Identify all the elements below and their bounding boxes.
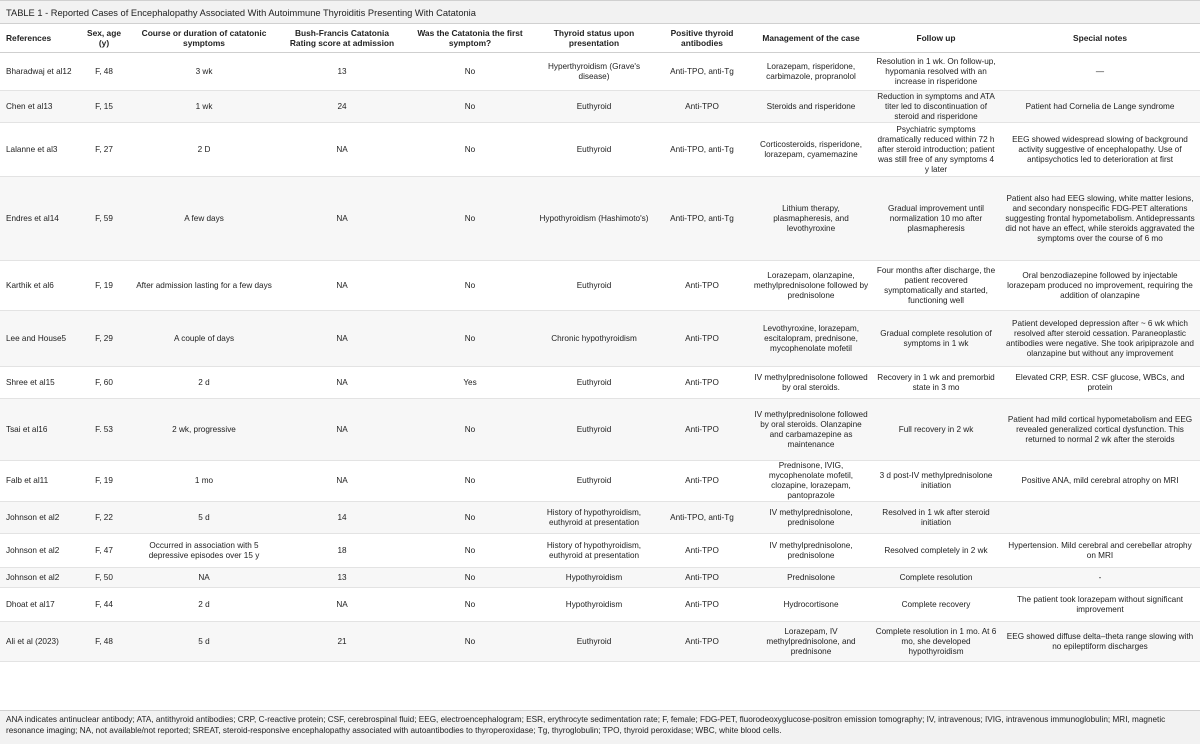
table-cell: Johnson et al2	[0, 534, 78, 568]
table-row	[0, 502, 1200, 534]
table-cell: Anti-TPO	[654, 367, 750, 399]
table-cell: Full recovery in 2 wk	[872, 399, 1000, 461]
table-cell: No	[406, 461, 534, 502]
table-cell: 1 mo	[130, 461, 278, 502]
table-cell: No	[406, 568, 534, 588]
column-header: References	[0, 24, 78, 53]
table-cell: NA	[278, 123, 406, 177]
table-cell: F, 19	[78, 261, 130, 311]
table-cell: Occurred in association with 5 depressive episodes over 15 y	[130, 534, 278, 568]
table-cell: Anti-TPO	[654, 399, 750, 461]
table-cell: Patient also had EEG slowing, white matter lesions, and secondary nonspecific FDG-PET alterations suggesting frontal hypometabolism. Antidepressants did not have an effect, while steroids aggravated the symptoms over the course of 6 mo	[1000, 177, 1200, 261]
column-header: Thyroid status upon presentation	[534, 24, 654, 53]
column-header: Management of the case	[750, 24, 872, 53]
table-cell: Hypothyroidism (Hashimoto's)	[534, 177, 654, 261]
table-cell: Lorazepam, IV methylprednisolone, and prednisone	[750, 622, 872, 662]
table-row	[0, 177, 1200, 261]
table-cell: Anti-TPO	[654, 91, 750, 123]
table-cell: Psychiatric symptoms dramatically reduced within 72 h after steroid introduction; patient was still free of any symptoms 4 y later	[872, 123, 1000, 177]
table-cell: Lee and House5	[0, 311, 78, 367]
table-cell: No	[406, 588, 534, 622]
table-cell: Dhoat et al17	[0, 588, 78, 622]
table-cell: Ali et al (2023)	[0, 622, 78, 662]
table-cell: F, 50	[78, 568, 130, 588]
table-row	[0, 123, 1200, 177]
table-cell: Johnson et al2	[0, 502, 78, 534]
table-cell: EEG showed diffuse delta–theta range slowing with no epileptiform discharges	[1000, 622, 1200, 662]
table-cell: Anti-TPO	[654, 261, 750, 311]
table-cell: Complete resolution in 1 mo. At 6 mo, she developed hypothyroidism	[872, 622, 1000, 662]
table-cell: F, 44	[78, 588, 130, 622]
table-cell: 3 d post-IV methylprednisolone initiation	[872, 461, 1000, 502]
table-cell: No	[406, 177, 534, 261]
table-cell: Complete resolution	[872, 568, 1000, 588]
table-cell: 2 wk, progressive	[130, 399, 278, 461]
table-cell: Shree et al15	[0, 367, 78, 399]
table-cell: IV methylprednisolone followed by oral steroids. Olanzapine and carbamazepine as maintenance	[750, 399, 872, 461]
table-cell: F. 53	[78, 399, 130, 461]
table-cell: 2 d	[130, 367, 278, 399]
table-row	[0, 568, 1200, 588]
table-cell: Steroids and risperidone	[750, 91, 872, 123]
table-row	[0, 622, 1200, 662]
table-cell: Gradual complete resolution of symptoms in 1 wk	[872, 311, 1000, 367]
table-cell: Lorazepam, risperidone, carbimazole, propranolol	[750, 53, 872, 91]
table-body	[0, 53, 1200, 662]
table-cell: A couple of days	[130, 311, 278, 367]
table-cell: F, 60	[78, 367, 130, 399]
table-cell: Euthyroid	[534, 367, 654, 399]
table-cell: Euthyroid	[534, 261, 654, 311]
table-cell: Anti-TPO, anti-Tg	[654, 53, 750, 91]
table-cell: Endres et al14	[0, 177, 78, 261]
table-cell: Karthik et al6	[0, 261, 78, 311]
table-row	[0, 461, 1200, 502]
table-cell: Anti-TPO	[654, 534, 750, 568]
table-cell	[1000, 502, 1200, 534]
table-cell: 18	[278, 534, 406, 568]
table-row	[0, 367, 1200, 399]
column-header: Special notes	[1000, 24, 1200, 53]
table-cell: Euthyroid	[534, 461, 654, 502]
table-cell: No	[406, 261, 534, 311]
table-cell: Lithium therapy, plasmapheresis, and levothyroxine	[750, 177, 872, 261]
table-cell: -	[1000, 568, 1200, 588]
column-header: Follow up	[872, 24, 1000, 53]
table-cell: Patient had Cornelia de Lange syndrome	[1000, 91, 1200, 123]
table-cell: Euthyroid	[534, 123, 654, 177]
table-cell: IV methylprednisolone followed by oral steroids.	[750, 367, 872, 399]
table-cell: Anti-TPO, anti-Tg	[654, 123, 750, 177]
table-cell: EEG showed widespread slowing of background activity suggestive of encephalopathy. Use of antipsychotics led to deterioration at first	[1000, 123, 1200, 177]
table-cell: NA	[278, 461, 406, 502]
table-cell: Anti-TPO	[654, 461, 750, 502]
table-cell: 5 d	[130, 622, 278, 662]
table-cell: 14	[278, 502, 406, 534]
table-cell: Lorazepam, olanzapine, methylprednisolone followed by prednisolone	[750, 261, 872, 311]
table-cell: Recovery in 1 wk and premorbid state in 3 mo	[872, 367, 1000, 399]
table-cell: Reduction in symptoms and ATA titer led to discontinuation of steroid and risperidone	[872, 91, 1000, 123]
table-cell: Chronic hypothyroidism	[534, 311, 654, 367]
table-cell: Johnson et al2	[0, 568, 78, 588]
column-header: Positive thyroid antibodies	[654, 24, 750, 53]
table-cell: 1 wk	[130, 91, 278, 123]
table-cell: F, 59	[78, 177, 130, 261]
table-cell: Bharadwaj et al12	[0, 53, 78, 91]
table-cell: 24	[278, 91, 406, 123]
table-cell: No	[406, 399, 534, 461]
table-row	[0, 53, 1200, 91]
table-cell: F, 48	[78, 53, 130, 91]
case-table	[0, 24, 1200, 662]
table-cell: Elevated CRP, ESR. CSF glucose, WBCs, and protein	[1000, 367, 1200, 399]
table-cell: F, 47	[78, 534, 130, 568]
table-cell: NA	[278, 367, 406, 399]
column-header: Course or duration of catatonic symptoms	[130, 24, 278, 53]
table-cell: F, 15	[78, 91, 130, 123]
table-cell: F, 19	[78, 461, 130, 502]
table-cell: Yes	[406, 367, 534, 399]
table-cell: No	[406, 311, 534, 367]
table-cell: Hypothyroidism	[534, 568, 654, 588]
table-cell: Positive ANA, mild cerebral atrophy on MRI	[1000, 461, 1200, 502]
table-cell: Hypertension. Mild cerebral and cerebellar atrophy on MRI	[1000, 534, 1200, 568]
table-cell: Euthyroid	[534, 91, 654, 123]
table-cell: No	[406, 622, 534, 662]
table-cell: 3 wk	[130, 53, 278, 91]
table-cell: NA	[278, 588, 406, 622]
table-cell: Resolved in 1 wk after steroid initiation	[872, 502, 1000, 534]
table-cell: Falb et al11	[0, 461, 78, 502]
table-cell: Lalanne et al3	[0, 123, 78, 177]
table-cell: Anti-TPO, anti-Tg	[654, 177, 750, 261]
table-row	[0, 91, 1200, 123]
table-cell: NA	[278, 399, 406, 461]
table-cell: Oral benzodiazepine followed by injectable lorazepam produced no improvement, requiring the addition of olanzapine	[1000, 261, 1200, 311]
table-caption: TABLE 1 - Reported Cases of Encephalopathy Associated With Autoimmune Thyroiditis Presenting With Catatonia	[0, 0, 1200, 24]
column-header: Was the Catatonia the first symptom?	[406, 24, 534, 53]
table-cell: NA	[278, 177, 406, 261]
table-cell: Four months after discharge, the patient recovered symptomatically and started, functioning well	[872, 261, 1000, 311]
table-cell: Gradual improvement until normalization 10 mo after plasmapheresis	[872, 177, 1000, 261]
table-row	[0, 399, 1200, 461]
table-cell: Hypothyroidism	[534, 588, 654, 622]
table-cell: Hyperthyroidism (Grave's disease)	[534, 53, 654, 91]
table-cell: Euthyroid	[534, 399, 654, 461]
table-cell: Prednisolone	[750, 568, 872, 588]
table-cell: The patient took lorazepam without significant improvement	[1000, 588, 1200, 622]
table-cell: History of hypothyroidism, euthyroid at presentation	[534, 502, 654, 534]
table-cell: NA	[130, 568, 278, 588]
table-row	[0, 261, 1200, 311]
table-cell: 21	[278, 622, 406, 662]
table-cell: Anti-TPO	[654, 311, 750, 367]
table-footnote: ANA indicates antinuclear antibody; ATA, antithyroid antibodies; CRP, C-reactive protein; CSF, cerebrospinal fluid; EEG, electroencephalogram; ESR, erythrocyte sedimentation rate; F, female; FDG-PET, fluorodeoxyglucose-positron emission tomography; IV, intravenous; IVIG, intravenous immunoglobulin; MRI, magnetic resonance imaging; NA, not available/not reported; SREAT, steroid-responsive encephalopathy associated with autoantibodies to thyroperoxidase; Tg, thyroglobulin; TPO, thyroid peroxidase; WBC, white blood cells.	[0, 710, 1200, 744]
table-cell: NA	[278, 311, 406, 367]
table-cell: 2 d	[130, 588, 278, 622]
table-cell: NA	[278, 261, 406, 311]
table-cell: F, 27	[78, 123, 130, 177]
table-cell: Anti-TPO, anti-Tg	[654, 502, 750, 534]
table-row	[0, 311, 1200, 367]
table-cell: No	[406, 53, 534, 91]
table-cell: 2 D	[130, 123, 278, 177]
table-cell: Patient developed depression after ~ 6 wk which resolved after steroid cessation. Paraneoplastic antibodies were negative. She took aripiprazole and olanzapine but without any improvement	[1000, 311, 1200, 367]
table-cell: A few days	[130, 177, 278, 261]
table-cell: Resolved completely in 2 wk	[872, 534, 1000, 568]
table-cell: No	[406, 502, 534, 534]
table-cell: Prednisone, IVIG, mycophenolate mofetil, clozapine, lorazepam, pantoprazole	[750, 461, 872, 502]
table-cell: History of hypothyroidism, euthyroid at presentation	[534, 534, 654, 568]
table-cell: No	[406, 91, 534, 123]
table-row	[0, 534, 1200, 568]
table-cell: After admission lasting for a few days	[130, 261, 278, 311]
table-cell: 5 d	[130, 502, 278, 534]
table-cell: Anti-TPO	[654, 588, 750, 622]
header-row	[0, 24, 1200, 53]
column-header: Sex, age (y)	[78, 24, 130, 53]
table-row	[0, 588, 1200, 622]
table-cell: —	[1000, 53, 1200, 91]
table-cell: 13	[278, 568, 406, 588]
table-cell: Euthyroid	[534, 622, 654, 662]
table-cell: Anti-TPO	[654, 622, 750, 662]
table-cell: Resolution in 1 wk. On follow-up, hypomania resolved with an increase in risperidone	[872, 53, 1000, 91]
table-cell: F, 22	[78, 502, 130, 534]
table-cell: Complete recovery	[872, 588, 1000, 622]
column-header: Bush-Francis Catatonia Rating score at admission	[278, 24, 406, 53]
table-cell: Corticosteroids, risperidone, lorazepam, cyamemazine	[750, 123, 872, 177]
table-cell: Anti-TPO	[654, 568, 750, 588]
table-cell: IV methylprednisolone, prednisolone	[750, 502, 872, 534]
table-cell: No	[406, 534, 534, 568]
table-cell: F, 48	[78, 622, 130, 662]
table-cell: No	[406, 123, 534, 177]
table-cell: Chen et al13	[0, 91, 78, 123]
table-cell: Patient had mild cortical hypometabolism and EEG revealed generalized cortical dysfunction. This returned to normal 2 wk after the steroids	[1000, 399, 1200, 461]
table-cell: Levothyroxine, lorazepam, escitalopram, prednisone, mycophenolate mofetil	[750, 311, 872, 367]
table-cell: IV methylprednisolone, prednisolone	[750, 534, 872, 568]
table-cell: F, 29	[78, 311, 130, 367]
table-cell: Tsai et al16	[0, 399, 78, 461]
table-cell: Hydrocortisone	[750, 588, 872, 622]
table-cell: 13	[278, 53, 406, 91]
